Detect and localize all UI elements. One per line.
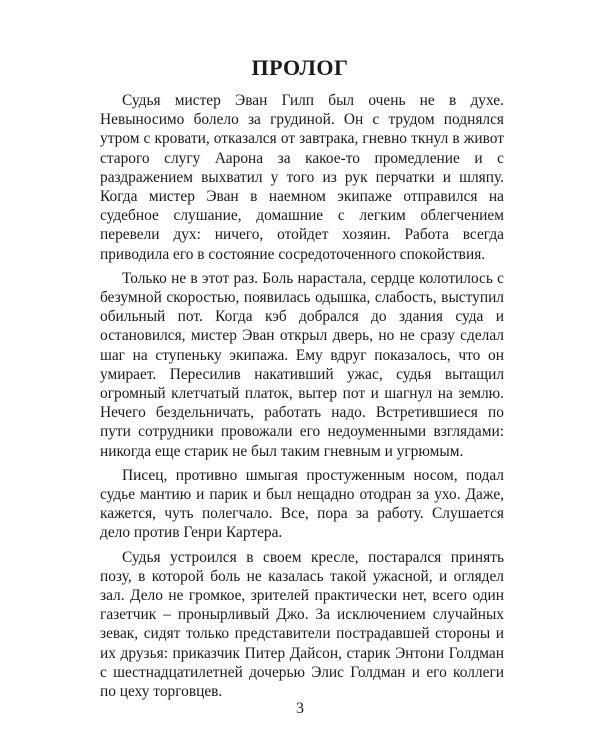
paragraph-1: Судья мистер Эван Гилп был очень не в духе. Невыносимо болело за грудиной. Он с трудом поднялся утром с кровати, отказался от завтрака, гневно ткнул в живот старого слугу Аарона за какое-то промедление и с раздражением выхватил у того из рук перчатки и шляпу. Когда мистер Эван в наемном экипаже отправился на судебное слушание, домашние с легким облегчением перевели дух: ничего, отойдет хозяин. Работа всегда приводила его в состояние сосредоточенного спокойствия. — [100, 92, 504, 263]
body-text — [100, 91, 504, 706]
paragraph-2: Только не в этот раз. Боль нарастала, сердце колотилось с безумной скоростью, появилась одышка, слабость, выступил обильный пот. Когда кэб добрался до здания суда и остановился, мистер Эван открыл дверь, но не сразу сделал шаг на ступеньку экипажа. Ему вдруг показалось, что он умирает. Пересилив накативший ужас, судья вытащил огромный клетчатый платок, вытер пот и шагнул на землю. Нечего бездельничать, работать надо. Встретившиеся по пути сотрудники провожали его недоуменными взглядами: никогда еще старик не был таким гневным и угрюмым. — [100, 269, 504, 460]
chapter-title: ПРОЛОГ — [251, 55, 349, 80]
paragraph-4: Судья устроился в своем кресле, постарался принять позу, в которой боль не казалась такой ужасной, и оглядел зал. Дело не громкое, зрителей практически нет, всего один газетчик – пронырливый Джо. За исключением случайных зевак, сидят только представители пострадавшей стороны и их друзья: приказчик Питер Дайсон, старик Энтони Голдман с шестнадцатилетней дочерью Элис Голдман и его коллеги по цеху торговцев. — [100, 548, 504, 701]
page-number: 3 — [296, 700, 304, 717]
paragraph-3: Писец, противно шмыгая простуженным носом, подал судье мантию и парик и был нещадно отодран за ухо. Даже, кажется, чуть полегчало. Все, пора за работу. Слушается дело против Генри Картера. — [100, 466, 504, 542]
